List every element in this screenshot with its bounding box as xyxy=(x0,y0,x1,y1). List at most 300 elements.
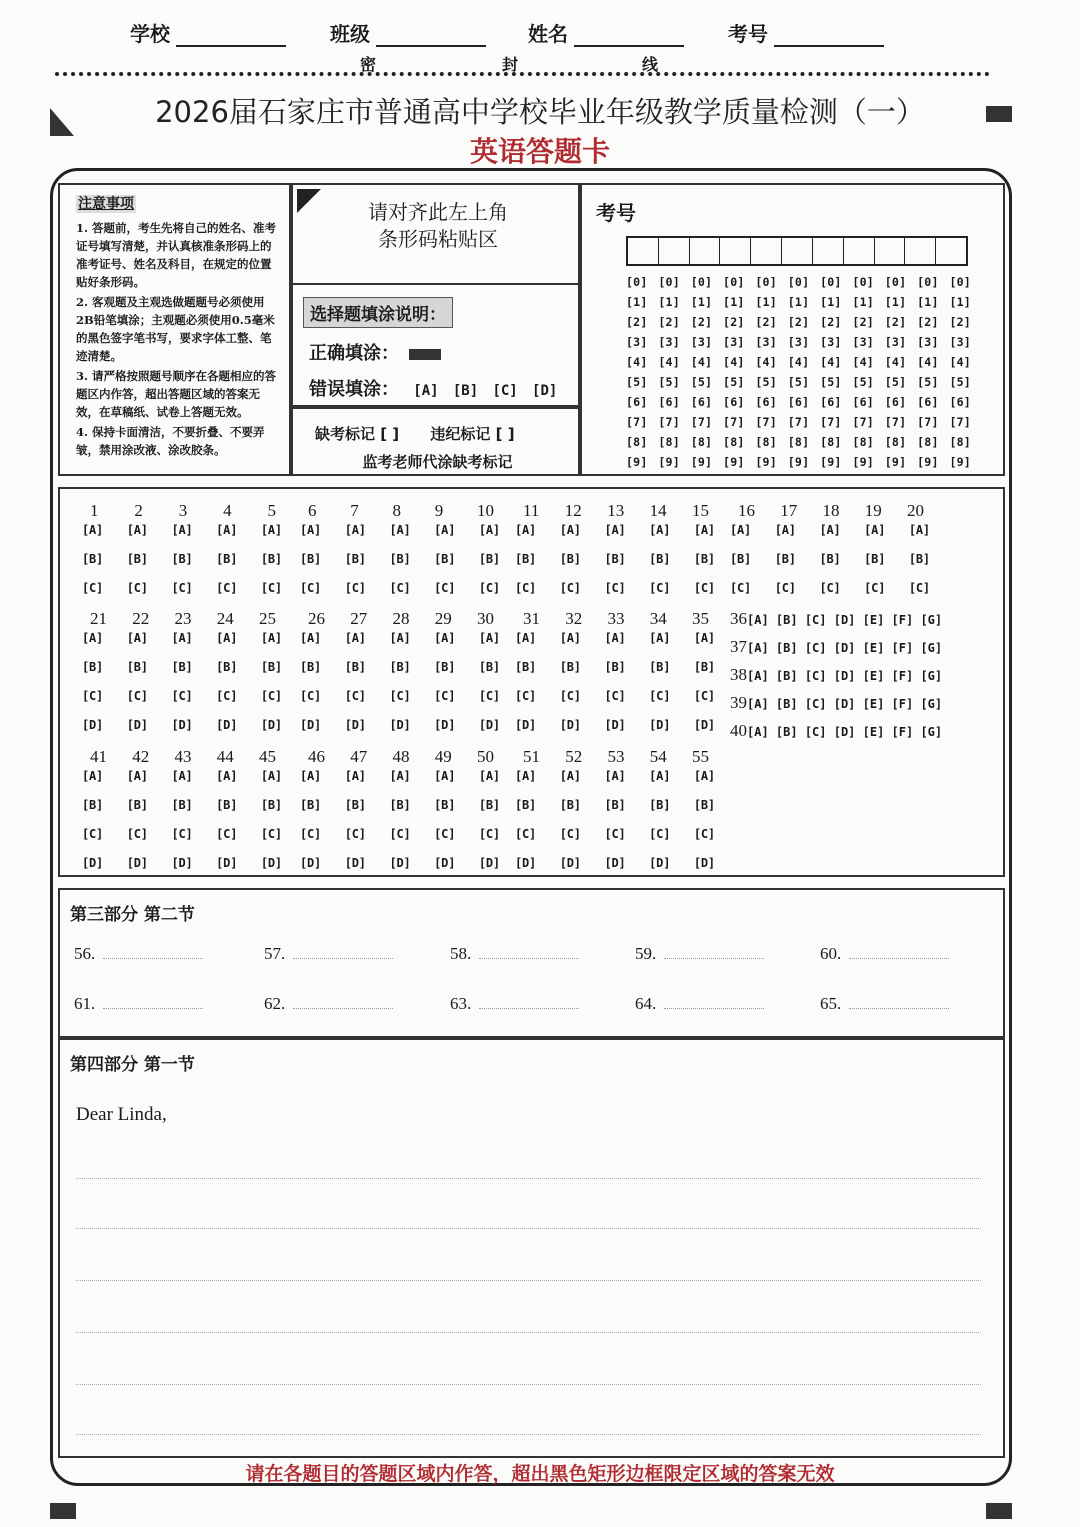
option-bubble[interactable]: [C] xyxy=(804,613,834,627)
digit-bubble[interactable]: [5] xyxy=(820,375,842,389)
digit-bubble[interactable]: [2] xyxy=(884,315,907,329)
option-bubble[interactable]: [B] xyxy=(171,660,193,674)
option-bubble[interactable]: [B] xyxy=(693,798,715,812)
answer-blank-64[interactable]: 64. xyxy=(635,994,764,1014)
digit-bubble[interactable]: [2] xyxy=(949,315,971,329)
option-bubble[interactable]: [C] xyxy=(693,827,715,841)
digit-bubble[interactable]: [7] xyxy=(723,415,745,429)
option-bubble[interactable]: [D] xyxy=(434,856,456,870)
option-bubble[interactable]: [D] xyxy=(478,856,500,870)
option-bubble[interactable]: [C] xyxy=(82,827,104,841)
digit-bubble[interactable]: [3] xyxy=(690,335,713,349)
digit-bubble[interactable]: [0] xyxy=(917,275,939,289)
option-bubble[interactable]: [C] xyxy=(730,581,752,595)
option-bubble[interactable]: [C] xyxy=(389,581,411,595)
answer-blank-62[interactable]: 62. xyxy=(264,994,393,1014)
option-bubble[interactable]: [A] xyxy=(216,769,238,783)
option-bubble[interactable]: [C] xyxy=(82,581,104,595)
digit-bubble[interactable]: [2] xyxy=(690,315,713,329)
option-bubble[interactable]: [C] xyxy=(693,689,715,703)
option-bubble[interactable]: [D] xyxy=(833,725,863,739)
option-bubble[interactable]: [C] xyxy=(171,827,193,841)
digit-bubble[interactable]: [0] xyxy=(723,275,745,289)
option-bubble[interactable]: [A] xyxy=(260,523,282,537)
option-bubble[interactable]: [C] xyxy=(649,689,671,703)
digit-bubble[interactable]: [2] xyxy=(723,315,745,329)
digit-bubble[interactable]: [1] xyxy=(820,295,842,309)
option-bubble[interactable]: [B] xyxy=(649,660,671,674)
option-bubble[interactable]: [D] xyxy=(833,697,863,711)
option-bubble[interactable]: [B] xyxy=(171,798,193,812)
digit-bubble[interactable]: [4] xyxy=(723,355,745,369)
option-bubble[interactable]: [E] xyxy=(862,697,892,711)
digit-bubble[interactable]: [1] xyxy=(917,295,939,309)
digit-bubble[interactable]: [0] xyxy=(658,275,680,289)
option-bubble[interactable]: [D] xyxy=(434,718,456,732)
digit-bubble[interactable]: [9] xyxy=(658,455,680,469)
option-bubble[interactable]: [B] xyxy=(434,552,456,566)
option-bubble[interactable]: [C] xyxy=(649,581,671,595)
option-bubble[interactable]: [C] xyxy=(300,689,322,703)
option-bubble[interactable]: [D] xyxy=(389,856,411,870)
option-bubble[interactable]: [B] xyxy=(389,798,411,812)
digit-bubble[interactable]: [8] xyxy=(787,435,810,449)
option-bubble[interactable]: [B] xyxy=(171,552,193,566)
option-bubble[interactable]: [C] xyxy=(908,581,930,595)
option-bubble[interactable]: [A] xyxy=(300,769,322,783)
option-bubble[interactable]: [A] xyxy=(389,631,411,645)
option-bubble[interactable]: [A] xyxy=(434,523,456,537)
option-bubble[interactable]: [B] xyxy=(559,798,581,812)
option-bubble[interactable]: [A] xyxy=(344,769,366,783)
option-bubble[interactable]: [C] xyxy=(804,725,834,739)
option-bubble[interactable]: [A] xyxy=(908,523,930,537)
option-bubble[interactable]: [A] xyxy=(693,631,715,645)
option-bubble[interactable]: [B] xyxy=(126,552,148,566)
option-bubble[interactable]: [B] xyxy=(434,660,456,674)
option-bubble[interactable]: [C] xyxy=(819,581,841,595)
writing-line[interactable] xyxy=(76,1228,981,1229)
option-bubble[interactable]: [F] xyxy=(891,697,921,711)
option-bubble[interactable]: [D] xyxy=(344,856,366,870)
digit-bubble[interactable]: [1] xyxy=(852,295,874,309)
writing-line[interactable] xyxy=(76,1178,981,1179)
digit-bubble[interactable]: [8] xyxy=(723,435,745,449)
option-bubble[interactable]: [B] xyxy=(775,725,805,739)
writing-line[interactable] xyxy=(76,1384,981,1385)
school-blank[interactable] xyxy=(176,25,286,47)
option-bubble[interactable]: [A] xyxy=(389,769,411,783)
option-bubble[interactable]: [A] xyxy=(389,523,411,537)
class-blank[interactable] xyxy=(376,25,486,47)
option-bubble[interactable]: [D] xyxy=(693,718,715,732)
option-bubble[interactable]: [B] xyxy=(649,798,671,812)
digit-bubble[interactable]: [5] xyxy=(723,375,745,389)
option-bubble[interactable]: [C] xyxy=(515,827,537,841)
option-bubble[interactable]: [C] xyxy=(559,689,581,703)
option-bubble[interactable]: [B] xyxy=(478,660,500,674)
option-bubble[interactable]: [A] xyxy=(515,769,537,783)
digit-bubble[interactable]: [6] xyxy=(626,395,648,409)
option-bubble[interactable]: [B] xyxy=(604,660,626,674)
option-bubble[interactable]: [A] xyxy=(693,769,715,783)
digit-bubble[interactable]: [9] xyxy=(626,455,648,469)
digit-bubble[interactable]: [6] xyxy=(755,395,777,409)
digit-bubble[interactable]: [7] xyxy=(658,415,680,429)
option-bubble[interactable]: [A] xyxy=(604,769,626,783)
option-bubble[interactable]: [A] xyxy=(126,523,148,537)
option-bubble[interactable]: [B] xyxy=(82,660,104,674)
option-bubble[interactable]: [D] xyxy=(559,856,581,870)
option-bubble[interactable]: [C] xyxy=(864,581,886,595)
option-bubble[interactable]: [B] xyxy=(604,552,626,566)
option-bubble[interactable]: [A] xyxy=(478,631,500,645)
option-bubble[interactable]: [A] xyxy=(864,523,886,537)
digit-bubble[interactable]: [1] xyxy=(626,295,648,309)
option-bubble[interactable]: [B] xyxy=(515,798,537,812)
option-bubble[interactable]: [C] xyxy=(434,689,456,703)
digit-bubble[interactable]: [9] xyxy=(787,455,810,469)
digit-bubble[interactable]: [5] xyxy=(852,375,874,389)
option-bubble[interactable]: [C] xyxy=(126,689,148,703)
option-bubble[interactable]: [E] xyxy=(862,725,892,739)
digit-bubble[interactable]: [8] xyxy=(884,435,907,449)
option-bubble[interactable]: [A] xyxy=(819,523,841,537)
digit-bubble[interactable]: [7] xyxy=(690,415,713,429)
option-bubble[interactable]: [D] xyxy=(260,718,282,732)
answer-blank-59[interactable]: 59. xyxy=(635,944,764,964)
option-bubble[interactable]: [A] xyxy=(344,523,366,537)
digit-bubble[interactable]: [1] xyxy=(658,295,680,309)
digit-bubble[interactable]: [5] xyxy=(884,375,907,389)
option-bubble[interactable]: [D] xyxy=(300,718,322,732)
option-bubble[interactable]: [A] xyxy=(747,613,776,627)
digit-bubble[interactable]: [7] xyxy=(852,415,874,429)
option-bubble[interactable]: [D] xyxy=(693,856,715,870)
option-bubble[interactable]: [A] xyxy=(649,769,671,783)
option-bubble[interactable]: [A] xyxy=(559,769,581,783)
option-bubble[interactable]: [D] xyxy=(344,718,366,732)
option-bubble[interactable]: [B] xyxy=(389,660,411,674)
option-bubble[interactable]: [D] xyxy=(559,718,581,732)
option-bubble[interactable]: [B] xyxy=(389,552,411,566)
digit-bubble[interactable]: [2] xyxy=(755,315,777,329)
option-bubble[interactable]: [B] xyxy=(216,552,238,566)
option-bubble[interactable]: [A] xyxy=(693,523,715,537)
option-bubble[interactable]: [B] xyxy=(126,660,148,674)
option-bubble[interactable]: [A] xyxy=(559,523,581,537)
option-bubble[interactable]: [D] xyxy=(216,856,238,870)
option-bubble[interactable]: [B] xyxy=(300,552,322,566)
option-bubble[interactable]: [E] xyxy=(862,613,892,627)
option-bubble[interactable]: [B] xyxy=(344,660,366,674)
option-bubble[interactable]: [B] xyxy=(344,552,366,566)
digit-bubble[interactable]: [4] xyxy=(755,355,777,369)
option-bubble[interactable]: [D] xyxy=(478,718,500,732)
digit-bubble[interactable]: [6] xyxy=(690,395,713,409)
option-bubble[interactable]: [D] xyxy=(171,718,193,732)
option-bubble[interactable]: [D] xyxy=(833,613,863,627)
option-bubble[interactable]: [D] xyxy=(126,718,148,732)
option-bubble[interactable]: [C] xyxy=(804,697,834,711)
option-bubble[interactable]: [D] xyxy=(389,718,411,732)
digit-bubble[interactable]: [0] xyxy=(787,275,810,289)
digit-bubble[interactable]: [6] xyxy=(723,395,745,409)
digit-bubble[interactable]: [5] xyxy=(755,375,777,389)
option-bubble[interactable]: [B] xyxy=(478,798,500,812)
option-bubble[interactable]: [G] xyxy=(920,641,943,655)
digit-bubble[interactable]: [7] xyxy=(917,415,939,429)
option-bubble[interactable]: [A] xyxy=(649,631,671,645)
option-bubble[interactable]: [C] xyxy=(604,689,626,703)
option-bubble[interactable]: [A] xyxy=(747,697,776,711)
digit-bubble[interactable]: [3] xyxy=(917,335,939,349)
digit-bubble[interactable]: [9] xyxy=(917,455,939,469)
option-bubble[interactable]: [B] xyxy=(819,552,841,566)
digit-bubble[interactable]: [2] xyxy=(820,315,842,329)
digit-bubble[interactable]: [3] xyxy=(787,335,810,349)
barcode-area[interactable] xyxy=(291,183,580,283)
option-bubble[interactable]: [A] xyxy=(216,631,238,645)
digit-bubble[interactable]: [7] xyxy=(755,415,777,429)
digit-bubble[interactable]: [9] xyxy=(884,455,907,469)
option-bubble[interactable]: [A] xyxy=(260,631,282,645)
option-bubble[interactable]: [E] xyxy=(862,641,892,655)
option-bubble[interactable]: [A] xyxy=(649,523,671,537)
option-bubble[interactable]: [A] xyxy=(747,669,776,683)
digit-bubble[interactable]: [4] xyxy=(658,355,680,369)
writing-line[interactable] xyxy=(76,1280,981,1281)
answer-blank-60[interactable]: 60. xyxy=(820,944,949,964)
option-bubble[interactable]: [C] xyxy=(300,827,322,841)
digit-bubble[interactable]: [8] xyxy=(626,435,648,449)
option-bubble[interactable]: [B] xyxy=(260,552,282,566)
digit-bubble[interactable]: [2] xyxy=(626,315,648,329)
option-bubble[interactable]: [B] xyxy=(82,552,104,566)
digit-bubble[interactable]: [8] xyxy=(755,435,777,449)
option-bubble[interactable]: [B] xyxy=(559,552,581,566)
option-bubble[interactable]: [C] xyxy=(126,581,148,595)
digit-bubble[interactable]: [5] xyxy=(949,375,971,389)
option-bubble[interactable]: [C] xyxy=(344,689,366,703)
option-bubble[interactable]: [B] xyxy=(478,552,500,566)
option-bubble[interactable]: [C] xyxy=(804,669,834,683)
digit-bubble[interactable]: [2] xyxy=(917,315,939,329)
digit-bubble[interactable]: [1] xyxy=(690,295,713,309)
option-bubble[interactable]: [D] xyxy=(82,856,104,870)
option-bubble[interactable]: [C] xyxy=(774,581,796,595)
digit-bubble[interactable]: [6] xyxy=(852,395,874,409)
digit-bubble[interactable]: [2] xyxy=(787,315,810,329)
option-bubble[interactable]: [C] xyxy=(344,827,366,841)
digit-bubble[interactable]: [7] xyxy=(787,415,810,429)
option-bubble[interactable]: [D] xyxy=(300,856,322,870)
digit-bubble[interactable]: [8] xyxy=(658,435,680,449)
digit-bubble[interactable]: [4] xyxy=(852,355,874,369)
digit-bubble[interactable]: [7] xyxy=(884,415,907,429)
option-bubble[interactable]: [A] xyxy=(171,631,193,645)
option-bubble[interactable]: [B] xyxy=(775,697,805,711)
option-bubble[interactable]: [D] xyxy=(82,718,104,732)
digit-bubble[interactable]: [4] xyxy=(949,355,971,369)
digit-bubble[interactable]: [5] xyxy=(626,375,648,389)
option-bubble[interactable]: [B] xyxy=(515,660,537,674)
digit-bubble[interactable]: [4] xyxy=(626,355,648,369)
option-bubble[interactable]: [B] xyxy=(730,552,752,566)
option-bubble[interactable]: [A] xyxy=(300,631,322,645)
digit-bubble[interactable]: [6] xyxy=(917,395,939,409)
digit-bubble[interactable]: [3] xyxy=(723,335,745,349)
option-bubble[interactable]: [B] xyxy=(775,669,805,683)
option-bubble[interactable]: [A] xyxy=(82,523,104,537)
option-bubble[interactable]: [B] xyxy=(260,660,282,674)
digit-bubble[interactable]: [6] xyxy=(787,395,810,409)
digit-bubble[interactable]: [6] xyxy=(949,395,971,409)
option-bubble[interactable]: [G] xyxy=(920,613,943,627)
digit-bubble[interactable]: [2] xyxy=(852,315,874,329)
option-bubble[interactable]: [B] xyxy=(908,552,930,566)
option-bubble[interactable]: [A] xyxy=(434,631,456,645)
option-bubble[interactable]: [B] xyxy=(864,552,886,566)
option-bubble[interactable]: [D] xyxy=(604,718,626,732)
class-field[interactable] xyxy=(330,18,486,47)
option-bubble[interactable]: [C] xyxy=(389,827,411,841)
option-bubble[interactable]: [B] xyxy=(216,660,238,674)
digit-bubble[interactable]: [4] xyxy=(917,355,939,369)
digit-bubble[interactable]: [9] xyxy=(690,455,713,469)
digit-bubble[interactable]: [0] xyxy=(690,275,713,289)
digit-bubble[interactable]: [9] xyxy=(820,455,842,469)
digit-bubble[interactable]: [6] xyxy=(884,395,907,409)
option-bubble[interactable]: [D] xyxy=(649,856,671,870)
answer-blank-63[interactable]: 63. xyxy=(450,994,579,1014)
digit-bubble[interactable]: [3] xyxy=(755,335,777,349)
digit-bubble[interactable]: [2] xyxy=(658,315,680,329)
digit-bubble[interactable]: [0] xyxy=(755,275,777,289)
school-field[interactable] xyxy=(130,18,286,47)
option-bubble[interactable]: [C] xyxy=(434,581,456,595)
digit-bubble[interactable]: [5] xyxy=(917,375,939,389)
digit-bubble[interactable]: [0] xyxy=(949,275,971,289)
digit-bubble[interactable]: [7] xyxy=(820,415,842,429)
digit-bubble[interactable]: [6] xyxy=(658,395,680,409)
option-bubble[interactable]: [A] xyxy=(774,523,796,537)
option-bubble[interactable]: [C] xyxy=(559,581,581,595)
option-bubble[interactable]: [B] xyxy=(216,798,238,812)
option-bubble[interactable]: [B] xyxy=(649,552,671,566)
option-bubble[interactable]: [B] xyxy=(300,798,322,812)
digit-bubble[interactable]: [7] xyxy=(626,415,648,429)
digit-bubble[interactable]: [1] xyxy=(949,295,971,309)
digit-bubble[interactable]: [9] xyxy=(723,455,745,469)
digit-bubble[interactable]: [5] xyxy=(690,375,713,389)
option-bubble[interactable]: [A] xyxy=(82,631,104,645)
option-bubble[interactable]: [A] xyxy=(515,523,537,537)
digit-bubble[interactable]: [9] xyxy=(755,455,777,469)
option-bubble[interactable]: [B] xyxy=(774,552,796,566)
option-bubble[interactable]: [C] xyxy=(260,689,282,703)
option-bubble[interactable]: [F] xyxy=(891,613,921,627)
digit-bubble[interactable]: [8] xyxy=(690,435,713,449)
digit-bubble[interactable]: [0] xyxy=(884,275,907,289)
option-bubble[interactable]: [C] xyxy=(82,689,104,703)
writing-line[interactable] xyxy=(76,1332,981,1333)
option-bubble[interactable]: [A] xyxy=(82,769,104,783)
option-bubble[interactable]: [B] xyxy=(775,641,805,655)
option-bubble[interactable]: [D] xyxy=(649,718,671,732)
option-bubble[interactable]: [B] xyxy=(300,660,322,674)
digit-bubble[interactable]: [6] xyxy=(820,395,842,409)
exam-number-boxes[interactable] xyxy=(626,236,968,266)
digit-bubble[interactable]: [1] xyxy=(723,295,745,309)
option-bubble[interactable]: [A] xyxy=(478,769,500,783)
option-bubble[interactable]: [D] xyxy=(171,856,193,870)
exam-number-field[interactable] xyxy=(728,18,884,47)
exam-number-blank[interactable] xyxy=(774,25,884,47)
option-bubble[interactable]: [A] xyxy=(126,631,148,645)
option-bubble[interactable]: [A] xyxy=(434,769,456,783)
option-bubble[interactable]: [C] xyxy=(693,581,715,595)
option-bubble[interactable]: [D] xyxy=(833,641,863,655)
digit-bubble[interactable]: [3] xyxy=(852,335,874,349)
option-bubble[interactable]: [B] xyxy=(82,798,104,812)
answer-blank-61[interactable]: 61. xyxy=(74,994,203,1014)
option-bubble[interactable]: [C] xyxy=(515,689,537,703)
option-bubble[interactable]: [B] xyxy=(775,613,805,627)
option-bubble[interactable]: [C] xyxy=(649,827,671,841)
absent-mark[interactable]: 缺考标记 [ ] xyxy=(315,425,400,443)
option-bubble[interactable]: [B] xyxy=(515,552,537,566)
option-bubble[interactable]: [A] xyxy=(126,769,148,783)
option-bubble[interactable]: [D] xyxy=(126,856,148,870)
option-bubble[interactable]: [A] xyxy=(478,523,500,537)
digit-bubble[interactable]: [9] xyxy=(949,455,971,469)
digit-bubble[interactable]: [1] xyxy=(787,295,810,309)
option-bubble[interactable]: [C] xyxy=(171,581,193,595)
digit-bubble[interactable]: [3] xyxy=(626,335,648,349)
digit-bubble[interactable]: [3] xyxy=(884,335,907,349)
digit-bubble[interactable]: [0] xyxy=(820,275,842,289)
option-bubble[interactable]: [D] xyxy=(604,856,626,870)
option-bubble[interactable]: [C] xyxy=(478,689,500,703)
option-bubble[interactable]: [A] xyxy=(730,523,752,537)
option-bubble[interactable]: [C] xyxy=(604,581,626,595)
name-field[interactable] xyxy=(528,18,684,47)
option-bubble[interactable]: [C] xyxy=(804,641,834,655)
answer-blank-57[interactable]: 57. xyxy=(264,944,393,964)
option-bubble[interactable]: [B] xyxy=(604,798,626,812)
option-bubble[interactable]: [E] xyxy=(862,669,892,683)
digit-bubble[interactable]: [1] xyxy=(755,295,777,309)
digit-bubble[interactable]: [3] xyxy=(820,335,842,349)
option-bubble[interactable]: [A] xyxy=(171,769,193,783)
digit-bubble[interactable]: [5] xyxy=(787,375,810,389)
option-bubble[interactable]: [B] xyxy=(693,660,715,674)
violation-mark[interactable]: 违纪标记 [ ] xyxy=(430,425,515,443)
option-bubble[interactable]: [C] xyxy=(216,689,238,703)
option-bubble[interactable]: [C] xyxy=(126,827,148,841)
name-blank[interactable] xyxy=(574,25,684,47)
digit-bubble[interactable]: [4] xyxy=(690,355,713,369)
option-bubble[interactable]: [B] xyxy=(344,798,366,812)
option-bubble[interactable]: [B] xyxy=(260,798,282,812)
option-bubble[interactable]: [G] xyxy=(920,669,943,683)
option-bubble[interactable]: [C] xyxy=(559,827,581,841)
option-bubble[interactable]: [A] xyxy=(515,631,537,645)
option-bubble[interactable]: [C] xyxy=(216,827,238,841)
digit-bubble[interactable]: [4] xyxy=(884,355,907,369)
answer-blank-58[interactable]: 58. xyxy=(450,944,579,964)
